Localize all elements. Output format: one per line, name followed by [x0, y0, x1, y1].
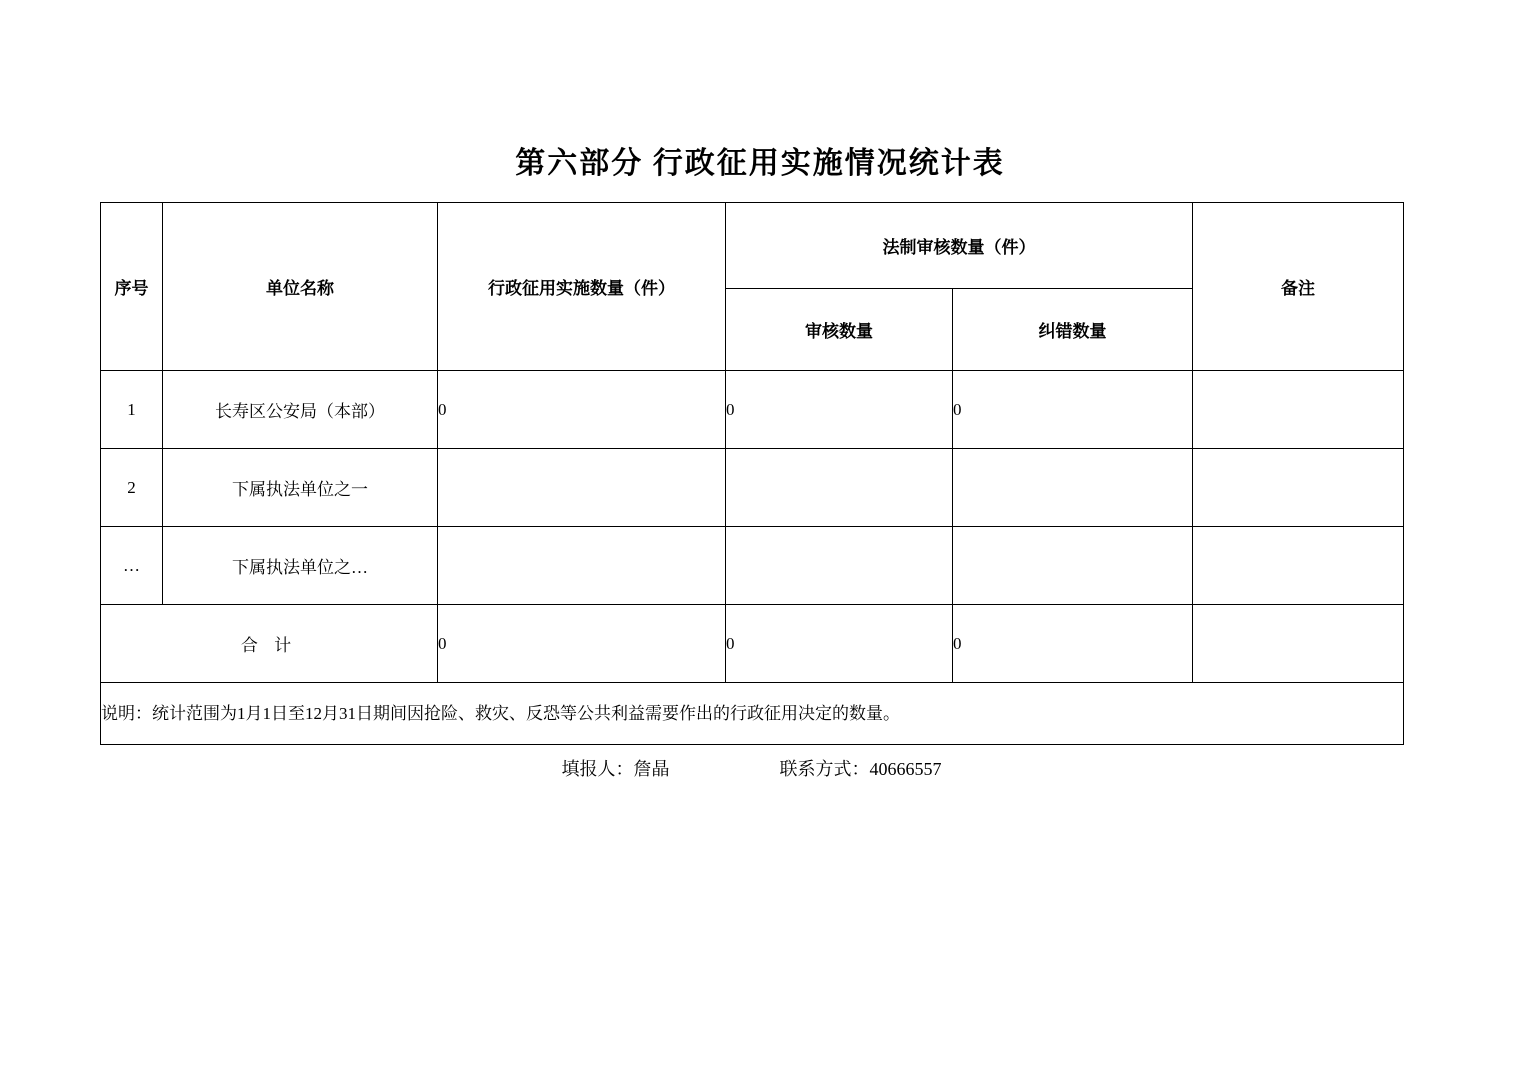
total-implement-count: 0	[438, 605, 726, 683]
row-review-count	[726, 527, 953, 605]
header-unit-name: 单位名称	[163, 203, 438, 371]
row-review-count	[726, 449, 953, 527]
row-correction-count	[953, 449, 1193, 527]
footer	[100, 755, 1403, 781]
total-remark	[1193, 605, 1404, 683]
row-implement-count	[438, 527, 726, 605]
header-legal-review-group: 法制审核数量（件）	[726, 203, 1193, 289]
row-remark	[1193, 527, 1404, 605]
row-unit-name: 下属执法单位之一	[163, 449, 438, 527]
contact-label: 联系方式：	[779, 759, 870, 779]
row-seq: 2	[101, 449, 163, 527]
total-review-count: 0	[726, 605, 953, 683]
statistics-table	[100, 202, 1404, 745]
table-note: 说明：统计范围为1月1日至12月31日期间因抢险、救灾、反恐等公共利益需要作出的行政征用决定的数量。	[101, 683, 1404, 745]
total-correction-count: 0	[953, 605, 1193, 683]
row-seq: 1	[101, 371, 163, 449]
header-remark: 备注	[1193, 203, 1404, 371]
table-header-row-top	[101, 203, 1404, 289]
page-title: 第六部分 行政征用实施情况统计表	[515, 147, 1005, 180]
row-seq: …	[101, 527, 163, 605]
table-total-row	[101, 605, 1404, 683]
total-label: 合 计	[101, 605, 438, 683]
table-row	[101, 371, 1404, 449]
row-unit-name: 长寿区公安局（本部）	[163, 371, 438, 449]
table-row	[101, 449, 1404, 527]
row-review-count: 0	[726, 371, 953, 449]
row-remark	[1193, 371, 1404, 449]
reporter-label: 填报人：	[561, 759, 634, 779]
reporter-value: 詹晶	[633, 759, 670, 779]
header-correction-count: 纠错数量	[953, 289, 1193, 371]
row-implement-count	[438, 449, 726, 527]
header-seq: 序号	[101, 203, 163, 371]
row-unit-name: 下属执法单位之…	[163, 527, 438, 605]
contact-value: 40666557	[869, 759, 942, 779]
row-remark	[1193, 449, 1404, 527]
row-correction-count	[953, 527, 1193, 605]
header-implement-count: 行政征用实施数量（件）	[438, 203, 726, 371]
table-row	[101, 527, 1404, 605]
table-note-row	[101, 683, 1404, 745]
row-implement-count: 0	[438, 371, 726, 449]
row-correction-count: 0	[953, 371, 1193, 449]
header-review-count: 审核数量	[726, 289, 953, 371]
